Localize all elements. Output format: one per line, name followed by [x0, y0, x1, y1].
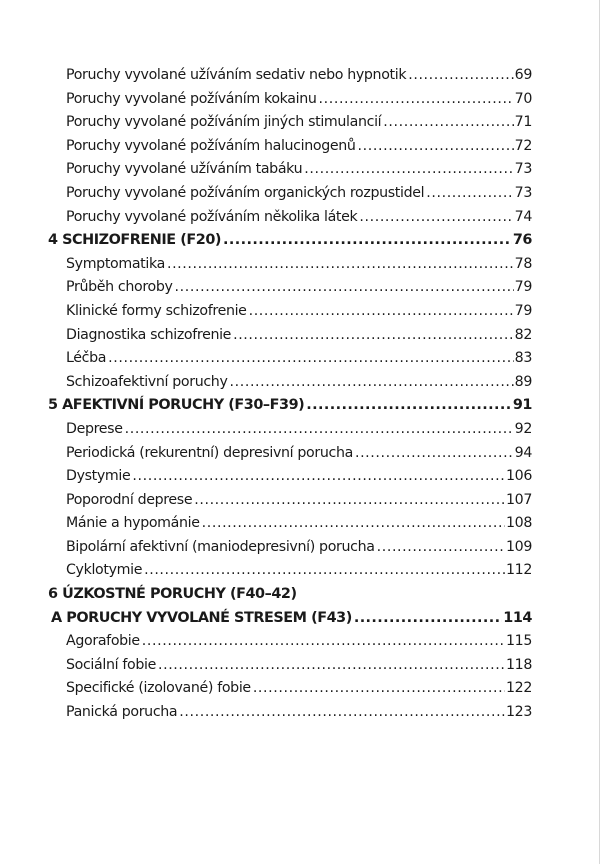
- dot-leader: [306, 394, 512, 418]
- toc-page-number: 73: [514, 184, 532, 201]
- toc-page-number: 94: [514, 444, 532, 461]
- toc-section-entry: [48, 276, 532, 300]
- toc-section-entry: [48, 512, 532, 536]
- toc-entry-title: Periodická (rekurentní) depresivní porucha: [66, 444, 353, 461]
- toc-page-number: 118: [505, 656, 532, 673]
- toc-entry-title: Klinické formy schizofrenie: [66, 302, 247, 319]
- dot-leader: [175, 276, 514, 300]
- toc-section-entry: [48, 489, 532, 513]
- dot-leader: [249, 300, 514, 324]
- toc-page-number: 107: [505, 491, 532, 508]
- toc-entry-title: Sociální fobie: [66, 656, 156, 673]
- toc-section-entry: [48, 418, 532, 442]
- toc-entry-title: 5 AFEKTIVNÍ PORUCHY (F30–F39): [48, 397, 305, 414]
- toc-page-number: 92: [514, 420, 532, 437]
- toc-entry-title: Dystymie: [66, 468, 131, 485]
- toc-entry-title: Poporodní deprese: [66, 491, 193, 508]
- toc-page-number: 115: [505, 633, 532, 650]
- toc-page-number: 109: [505, 538, 532, 555]
- toc-entry-title: Specifické (izolované) fobie: [66, 680, 251, 697]
- toc-entry-title: Schizoafektivní poruchy: [66, 373, 228, 390]
- toc-chapter-entry: [48, 583, 532, 607]
- toc-page-number: 74: [514, 208, 532, 225]
- toc-section-entry: [48, 701, 532, 725]
- toc-page-number: 76: [512, 232, 532, 249]
- dot-leader: [144, 559, 505, 583]
- toc-section-entry: [48, 64, 532, 88]
- toc-entry-title: Poruchy vyvolané požíváním několika látek: [66, 208, 358, 225]
- toc-entry-title: Symptomatika: [66, 255, 165, 272]
- toc-entry-title: Poruchy vyvolané požíváním jiných stimulancií: [66, 114, 382, 131]
- toc-section-entry: [48, 253, 532, 277]
- toc-chapter-entry: [48, 607, 532, 631]
- toc-section-entry: [48, 111, 532, 135]
- toc-section-entry: [48, 630, 532, 654]
- toc-entry-title: A PORUCHY VYVOLANÉ STRESEM (F43): [51, 609, 352, 626]
- toc-entry-title: Diagnostika schizofrenie: [66, 326, 232, 343]
- dot-leader: [319, 88, 514, 112]
- dot-leader: [354, 607, 502, 631]
- dot-leader: [355, 442, 514, 466]
- toc-page-number: 72: [514, 137, 532, 154]
- toc-page-number: 114: [503, 609, 532, 626]
- toc-entry-title: Deprese: [66, 420, 123, 437]
- toc-entry-title: Poruchy vyvolané užíváním sedativ nebo hypnotik: [66, 67, 407, 83]
- table-of-contents: [48, 64, 532, 725]
- toc-section-entry: [48, 158, 532, 182]
- toc-section-entry: [48, 182, 532, 206]
- dot-leader: [179, 701, 505, 725]
- toc-chapter-entry: [48, 394, 532, 418]
- toc-entry-title: Poruchy vyvolané užíváním tabáku: [66, 161, 303, 178]
- dot-leader: [408, 64, 513, 88]
- toc-section-entry: [48, 536, 532, 560]
- toc-entry-title: Agorafobie: [66, 633, 140, 650]
- toc-section-entry: [48, 135, 532, 159]
- dot-leader: [142, 630, 505, 654]
- toc-page-number: 122: [505, 680, 532, 697]
- toc-page-number: 91: [512, 397, 532, 414]
- dot-leader: [253, 677, 505, 701]
- toc-entry-title: 4 SCHIZOFRENIE (F20): [48, 232, 222, 249]
- dot-leader: [377, 536, 505, 560]
- toc-section-entry: [48, 371, 532, 395]
- toc-entry-title: Panická porucha: [66, 704, 178, 721]
- dot-leader: [158, 654, 505, 678]
- toc-page-number: 112: [505, 562, 532, 579]
- toc-section-entry: [48, 559, 532, 583]
- dot-leader: [230, 371, 514, 395]
- toc-page-number: 123: [505, 704, 532, 721]
- toc-entry-title: Léčba: [66, 350, 107, 367]
- toc-page-number: 69: [514, 67, 532, 83]
- toc-entry-title: Bipolární afektivní (maniodepresivní) porucha: [66, 538, 375, 555]
- dot-leader: [383, 111, 513, 135]
- dot-leader: [233, 324, 514, 348]
- toc-entry-title: Cyklotymie: [66, 562, 143, 579]
- dot-leader: [223, 229, 512, 253]
- toc-entry-title: Průběh choroby: [66, 279, 173, 296]
- toc-page-number: 83: [514, 350, 532, 367]
- toc-entry-title: Mánie a hypománie: [66, 515, 200, 532]
- toc-page-number: 71: [514, 114, 532, 131]
- toc-entry-title: Poruchy vyvolané požíváním halucinogenů: [66, 137, 356, 154]
- toc-chapter-entry: [48, 229, 532, 253]
- dot-leader: [359, 206, 513, 230]
- dot-leader: [202, 512, 505, 536]
- toc-section-entry: [48, 465, 532, 489]
- toc-section-entry: [48, 300, 532, 324]
- dot-leader: [132, 465, 505, 489]
- dot-leader: [426, 182, 513, 206]
- toc-section-entry: [48, 677, 532, 701]
- toc-section-entry: [48, 347, 532, 371]
- toc-page-number: 78: [514, 255, 532, 272]
- dot-leader: [125, 418, 514, 442]
- toc-page-number: 73: [514, 161, 532, 178]
- toc-page-number: 70: [514, 90, 532, 107]
- dot-leader: [304, 158, 513, 182]
- dot-leader: [167, 253, 514, 277]
- dot-leader: [108, 347, 514, 371]
- toc-entry-title: Poruchy vyvolané požíváním organických rozpustidel: [66, 184, 425, 201]
- toc-page-number: 79: [514, 279, 532, 296]
- dot-leader: [358, 135, 514, 159]
- toc-page-number: 108: [505, 515, 532, 532]
- dot-leader: [194, 489, 505, 513]
- toc-section-entry: [48, 206, 532, 230]
- toc-entry-title: 6 ÚZKOSTNÉ PORUCHY (F40–42): [48, 586, 297, 603]
- toc-section-entry: [48, 654, 532, 678]
- toc-page-number: 89: [514, 373, 532, 390]
- toc-section-entry: [48, 88, 532, 112]
- toc-page-number: 79: [514, 302, 532, 319]
- toc-page-number: 82: [514, 326, 532, 343]
- toc-entry-title: Poruchy vyvolané požíváním kokainu: [66, 90, 317, 107]
- toc-page-number: 106: [505, 468, 532, 485]
- toc-section-entry: [48, 324, 532, 348]
- toc-section-entry: [48, 442, 532, 466]
